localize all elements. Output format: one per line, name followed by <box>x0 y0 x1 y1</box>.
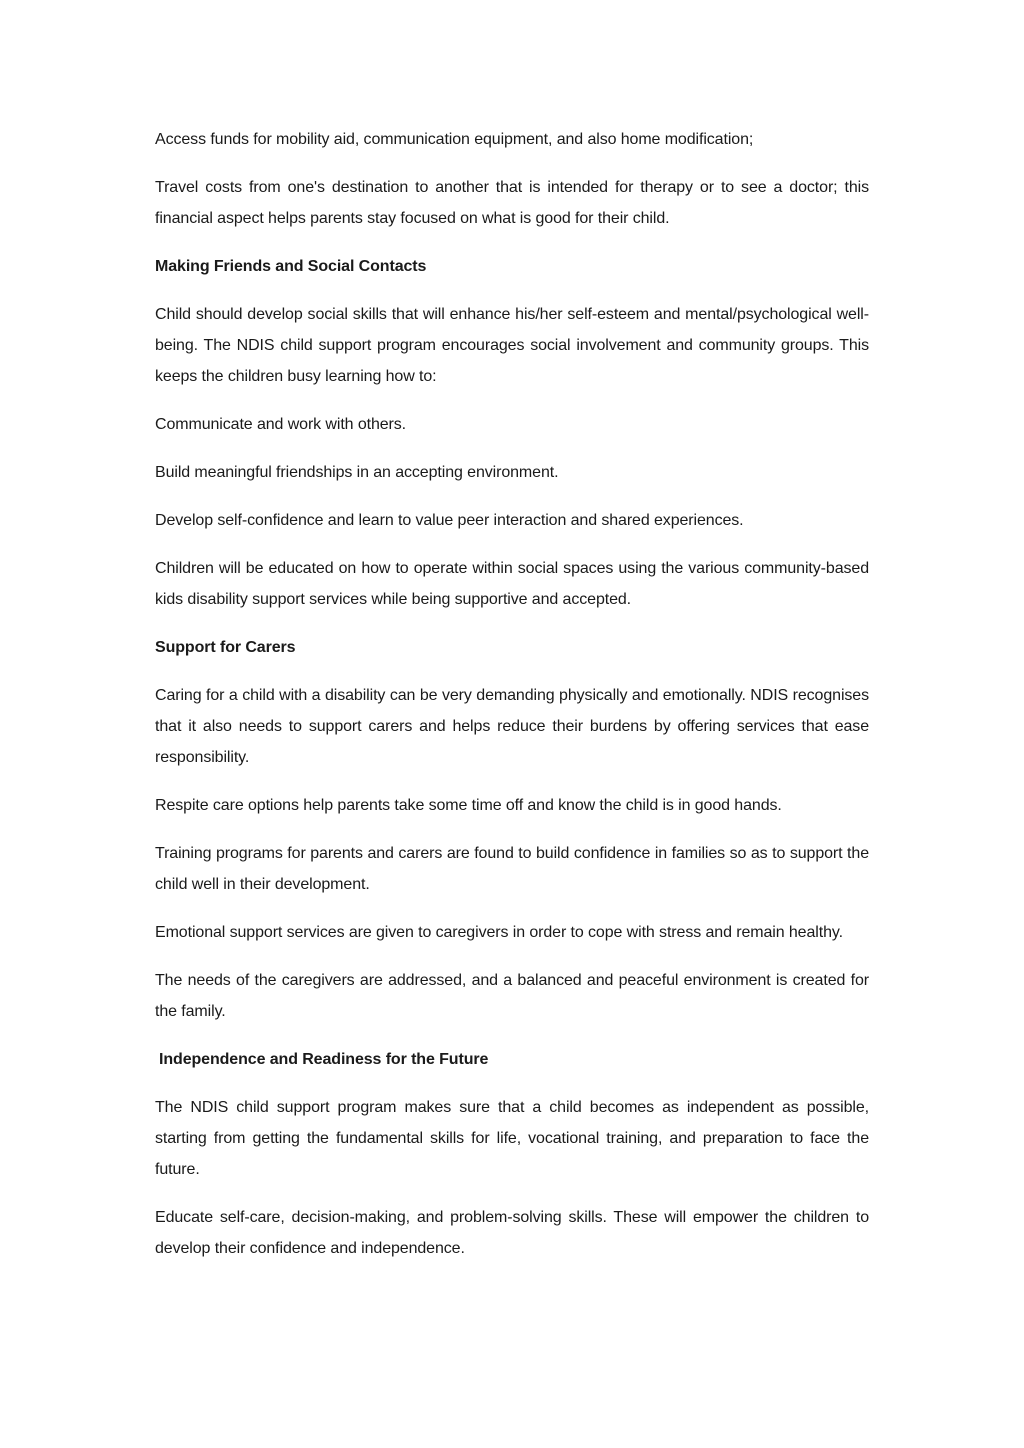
heading-making-friends: Making Friends and Social Contacts <box>155 258 427 275</box>
paragraph-training-programs: Training programs for parents and carers are found to build confidence in families so as to support the child well in their development. <box>155 845 869 893</box>
paragraph-caring-demanding: Caring for a child with a disability can be very demanding physically and emotionally. NDIS recognises that it also needs to support carers and helps reduce their burdens by offering services that ease responsibility. <box>155 687 869 766</box>
paragraph-ndis-independence: The NDIS child support program makes sure that a child becomes as independent as possible, starting from getting the fundamental skills for life, vocational training, and preparation to face the future. <box>155 1099 869 1178</box>
paragraph-respite-care: Respite care options help parents take some time off and know the child is in good hands. <box>155 797 782 814</box>
document-page <box>155 124 869 1281</box>
heading-independence: Independence and Readiness for the Future <box>159 1051 489 1068</box>
paragraph-caregiver-needs: The needs of the caregivers are addressed, and a balanced and peaceful environment is created for the family. <box>155 972 869 1020</box>
heading-support-for-carers: Support for Carers <box>155 639 296 656</box>
paragraph-emotional-support: Emotional support services are given to caregivers in order to cope with stress and remain healthy. <box>155 924 843 941</box>
paragraph-self-confidence: Develop self-confidence and learn to value peer interaction and shared experiences. <box>155 512 744 529</box>
paragraph-mobility-funds: Access funds for mobility aid, communication equipment, and also home modification; <box>155 131 754 148</box>
paragraph-friendships: Build meaningful friendships in an accepting environment. <box>155 464 559 481</box>
paragraph-educate-skills: Educate self-care, decision-making, and problem-solving skills. These will empower the children to develop their confidence and independence. <box>155 1209 869 1257</box>
paragraph-travel-costs: Travel costs from one's destination to another that is intended for therapy or to see a doctor; this financial aspect helps parents stay focused on what is good for their child. <box>155 179 869 227</box>
paragraph-social-spaces: Children will be educated on how to operate within social spaces using the various community-based kids disability support services while being supportive and accepted. <box>155 560 869 608</box>
paragraph-social-skills: Child should develop social skills that will enhance his/her self-esteem and mental/psychological well-being. The NDIS child support program encourages social involvement and community groups. This keeps the children busy learning how to: <box>155 306 869 385</box>
paragraph-communicate: Communicate and work with others. <box>155 416 407 433</box>
